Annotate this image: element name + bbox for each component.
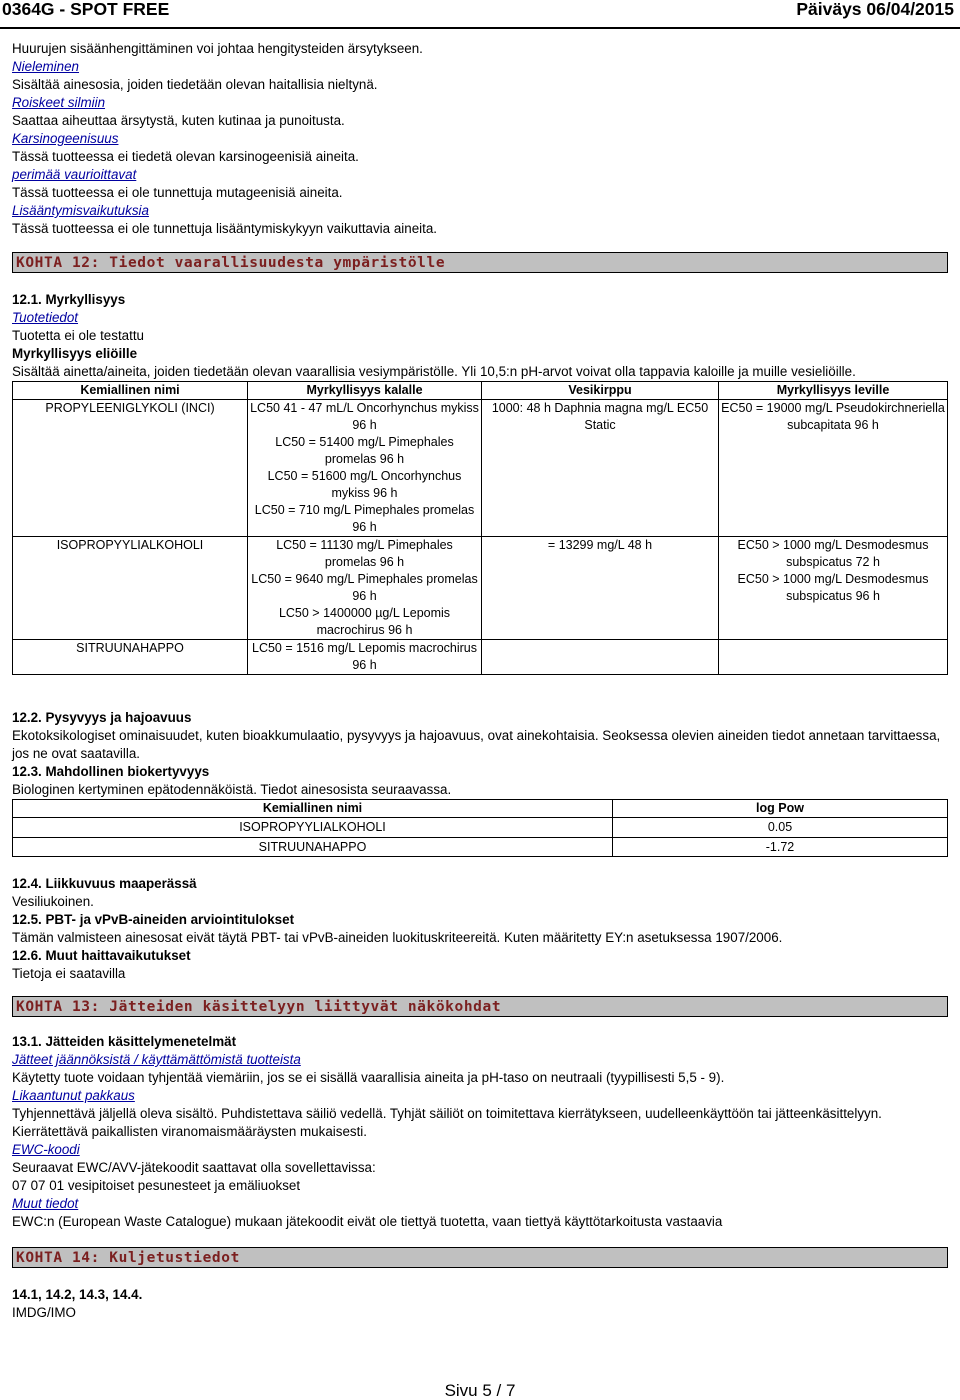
algae-toxicity-cell [719, 537, 948, 640]
persistence-text: Ekotoksikologiset ominaisuudet, kuten bioakkumulaatio, pysyvyys ja hajoavuus, ovat ainekohtaisia. Seoksessa olevien aineiden tiedot annetaan tarvittaessa, jos ne ovat saatavilla. [12, 728, 941, 761]
table-row [13, 640, 948, 675]
daphnia-toxicity-cell [482, 640, 719, 675]
log-pow-cell: 0.05 [613, 818, 948, 838]
table-row [13, 537, 948, 640]
table-row [13, 837, 948, 857]
carcinogenicity-heading: Karsinogeenisuus [12, 131, 119, 146]
toxicity-table [12, 381, 948, 675]
contaminated-packaging-heading: Likaantunut pakkaus [12, 1088, 135, 1103]
section-13-title: KOHTA 13: Jätteiden käsittelyyn liittyvät näkökohdat [12, 996, 948, 1017]
algae-toxicity-cell [719, 640, 948, 675]
reproductive-heading: Lisääntymisvaikutuksia [12, 203, 149, 218]
column-header: Vesikirppu [482, 382, 719, 400]
chemical-name-cell: ISOPROPYYLIALKOHOLI [13, 537, 248, 640]
mutagenicity-heading: perimää vaurioittavat [12, 167, 137, 182]
toxicity-value: LC50 41 - 47 mL/L Oncorhynchus mykiss 96 h [250, 401, 479, 432]
table-row [13, 400, 948, 537]
toxicity-value: EC50 = 19000 mg/L Pseudokirchneriella subcapitata 96 h [721, 401, 945, 432]
mobility-text: Vesiliukoinen. [12, 894, 94, 909]
imdg-label: IMDG/IMO [12, 1305, 76, 1320]
toxicity-value: LC50 = 1516 mg/L Lepomis macrochirus 96 h [252, 641, 477, 672]
column-header: Kemiallinen nimi [13, 800, 613, 818]
column-header: Myrkyllisyys leville [719, 382, 948, 400]
untested-text: Tuotetta ei ole testattu [12, 328, 145, 343]
ingestion-text: Sisältää ainesosia, joiden tiedetään olevan haitallisia nieltynä. [12, 77, 378, 92]
other-effects-heading: 12.6. Muut haittavaikutukset [12, 948, 191, 963]
table-row [13, 818, 948, 838]
bioaccumulation-heading: 12.3. Mahdollinen biokertyvyys [12, 764, 210, 779]
ewc-code-text: Seuraavat EWC/AVV-jätekoodit saattavat olla sovellettavissa: [12, 1160, 376, 1175]
organism-toxicity-heading: Myrkyllisyys eliöille [12, 346, 138, 361]
log-pow-header [13, 800, 948, 818]
toxicity-value: EC50 > 1000 mg/L Desmodesmus subspicatus 96 h [737, 572, 929, 603]
ewc-code-value: 07 07 01 vesipitoiset pesunesteet ja emäliuokset [12, 1178, 301, 1193]
algae-toxicity-cell [719, 400, 948, 537]
section-14-title: KOHTA 14: Kuljetustiedot [12, 1247, 948, 1268]
waste-methods-heading: 13.1. Jätteiden käsittelymenetelmät [12, 1034, 237, 1049]
waste-residue-text: Käytetty tuote voidaan tyhjentää viemäriin, jos se ei sisällä vaarallisia aineita ja pH-taso on neutraali (tyypillisesti 5,5 - 9). [12, 1070, 725, 1085]
ingestion-heading: Nieleminen [12, 59, 79, 74]
bioaccumulation-text: Biologinen kertyminen epätodennäköistä. Tiedot ainesosista seuraavassa. [12, 782, 452, 797]
reproductive-text: Tässä tuotteessa ei ole tunnettuja lisääntymiskykyyn vaikuttavia aineita. [12, 221, 438, 236]
column-header: Myrkyllisyys kalalle [248, 382, 482, 400]
page-number: Sivu 5 / 7 [444, 1381, 516, 1400]
ewc-code-heading: EWC-koodi [12, 1142, 80, 1157]
chemical-name-cell: SITRUUNAHAPPO [13, 640, 248, 675]
toxicity-value: LC50 > 1400000 µg/L Lepomis macrochirus 96 h [278, 606, 451, 637]
fish-toxicity-cell [248, 537, 482, 640]
transport-heading: 14.1, 14.2, 14.3, 14.4. [12, 1287, 143, 1302]
chemical-name-cell: PROPYLEENIGLYKOLI (INCI) [13, 400, 248, 537]
persistence-heading: 12.2. Pysyvyys ja hajoavuus [12, 710, 192, 725]
fish-toxicity-cell [248, 640, 482, 675]
toxicity-heading: 12.1. Myrkyllisyys [12, 292, 126, 307]
pbt-heading: 12.5. PBT- ja vPvB-aineiden arviointitulokset [12, 912, 295, 927]
toxicity-table-header [13, 382, 948, 400]
page-header [0, 0, 960, 29]
toxicity-value: LC50 = 11130 mg/L Pimephales promelas 96 h [276, 538, 453, 569]
eye-splash-heading: Roiskeet silmiin [12, 95, 106, 110]
inhalation-text: Huurujen sisäänhengittäminen voi johtaa hengitysteiden ärsytykseen. [12, 41, 423, 56]
other-info-heading: Muut tiedot [12, 1196, 79, 1211]
toxicity-value: 1000: 48 h Daphnia magna mg/L EC50 Static [491, 401, 709, 432]
waste-residue-heading: Jätteet jäännöksistä / käyttämättömistä tuotteista [12, 1052, 301, 1067]
other-info-text: EWC:n (European Waste Catalogue) mukaan jätekoodit eivät ole tiettyä tuotetta, vaan tiettyä käyttötarkoitusta vastaavia [12, 1214, 723, 1229]
section-12-title: KOHTA 12: Tiedot vaarallisuudesta ympäristölle [12, 252, 948, 273]
mobility-heading: 12.4. Liikkuvuus maaperässä [12, 876, 197, 891]
product-name: 0364G - SPOT FREE [2, 0, 170, 19]
fish-toxicity-cell [248, 400, 482, 537]
mutagenicity-text: Tässä tuotteessa ei ole tunnettuja mutageenisiä aineita. [12, 185, 343, 200]
toxicity-value: LC50 = 51600 mg/L Oncorhynchus mykiss 96 h [267, 469, 462, 500]
toxicity-value: LC50 = 9640 mg/L Pimephales promelas 96 h [251, 572, 478, 603]
carcinogenicity-text: Tässä tuotteessa ei tiedetä olevan karsinogeenisiä aineita. [12, 149, 359, 164]
daphnia-toxicity-cell [482, 537, 719, 640]
product-info-heading: Tuotetiedot [12, 310, 79, 325]
log-pow-cell: -1.72 [613, 837, 948, 857]
other-effects-text: Tietoja ei saatavilla [12, 966, 126, 981]
chemical-name-cell: ISOPROPYYLIALKOHOLI [13, 818, 613, 838]
toxicity-value: EC50 > 1000 mg/L Desmodesmus subspicatus 72 h [737, 538, 929, 569]
pbt-text: Tämän valmisteen ainesosat eivät täytä PBT- tai vPvB-aineiden luokituskriteereitä. Kuten määritetty EY:n asetuksessa 1907/2006. [12, 930, 783, 945]
eye-splash-text: Saattaa aiheuttaa ärsytystä, kuten kutinaa ja punoitusta. [12, 113, 345, 128]
column-header: log Pow [613, 800, 948, 818]
toxicity-value: LC50 = 51400 mg/L Pimephales promelas 96 h [275, 435, 454, 466]
page-content [0, 29, 960, 1322]
column-header: Kemiallinen nimi [13, 382, 248, 400]
toxicity-value: LC50 = 710 mg/L Pimephales promelas 96 h [254, 503, 475, 534]
toxicity-value: = 13299 mg/L 48 h [547, 538, 653, 552]
daphnia-toxicity-cell [482, 400, 719, 537]
chemical-name-cell: SITRUUNAHAPPO [13, 837, 613, 857]
hazard-summary-text: Sisältää ainetta/aineita, joiden tiedetään olevan vaarallisia vesiympäristölle. Yli 10,5:n pH-arvot voivat olla tappavia kaloille ja muille vesieliöille. [12, 364, 856, 379]
contaminated-packaging-text: Tyhjennettävä jäljellä oleva sisältö. Puhdistettava säiliö vedellä. Tyhjät säiliöt on toimitettava kierrätykseen, uudelleenkäyttöön tai jätteenkäsittelyyn. Kierrätettävä paikallisten viranomaismääräysten mukaisesti. [12, 1106, 882, 1139]
log-pow-table [12, 799, 948, 857]
revision-date: Päiväys 06/04/2015 [796, 0, 954, 19]
